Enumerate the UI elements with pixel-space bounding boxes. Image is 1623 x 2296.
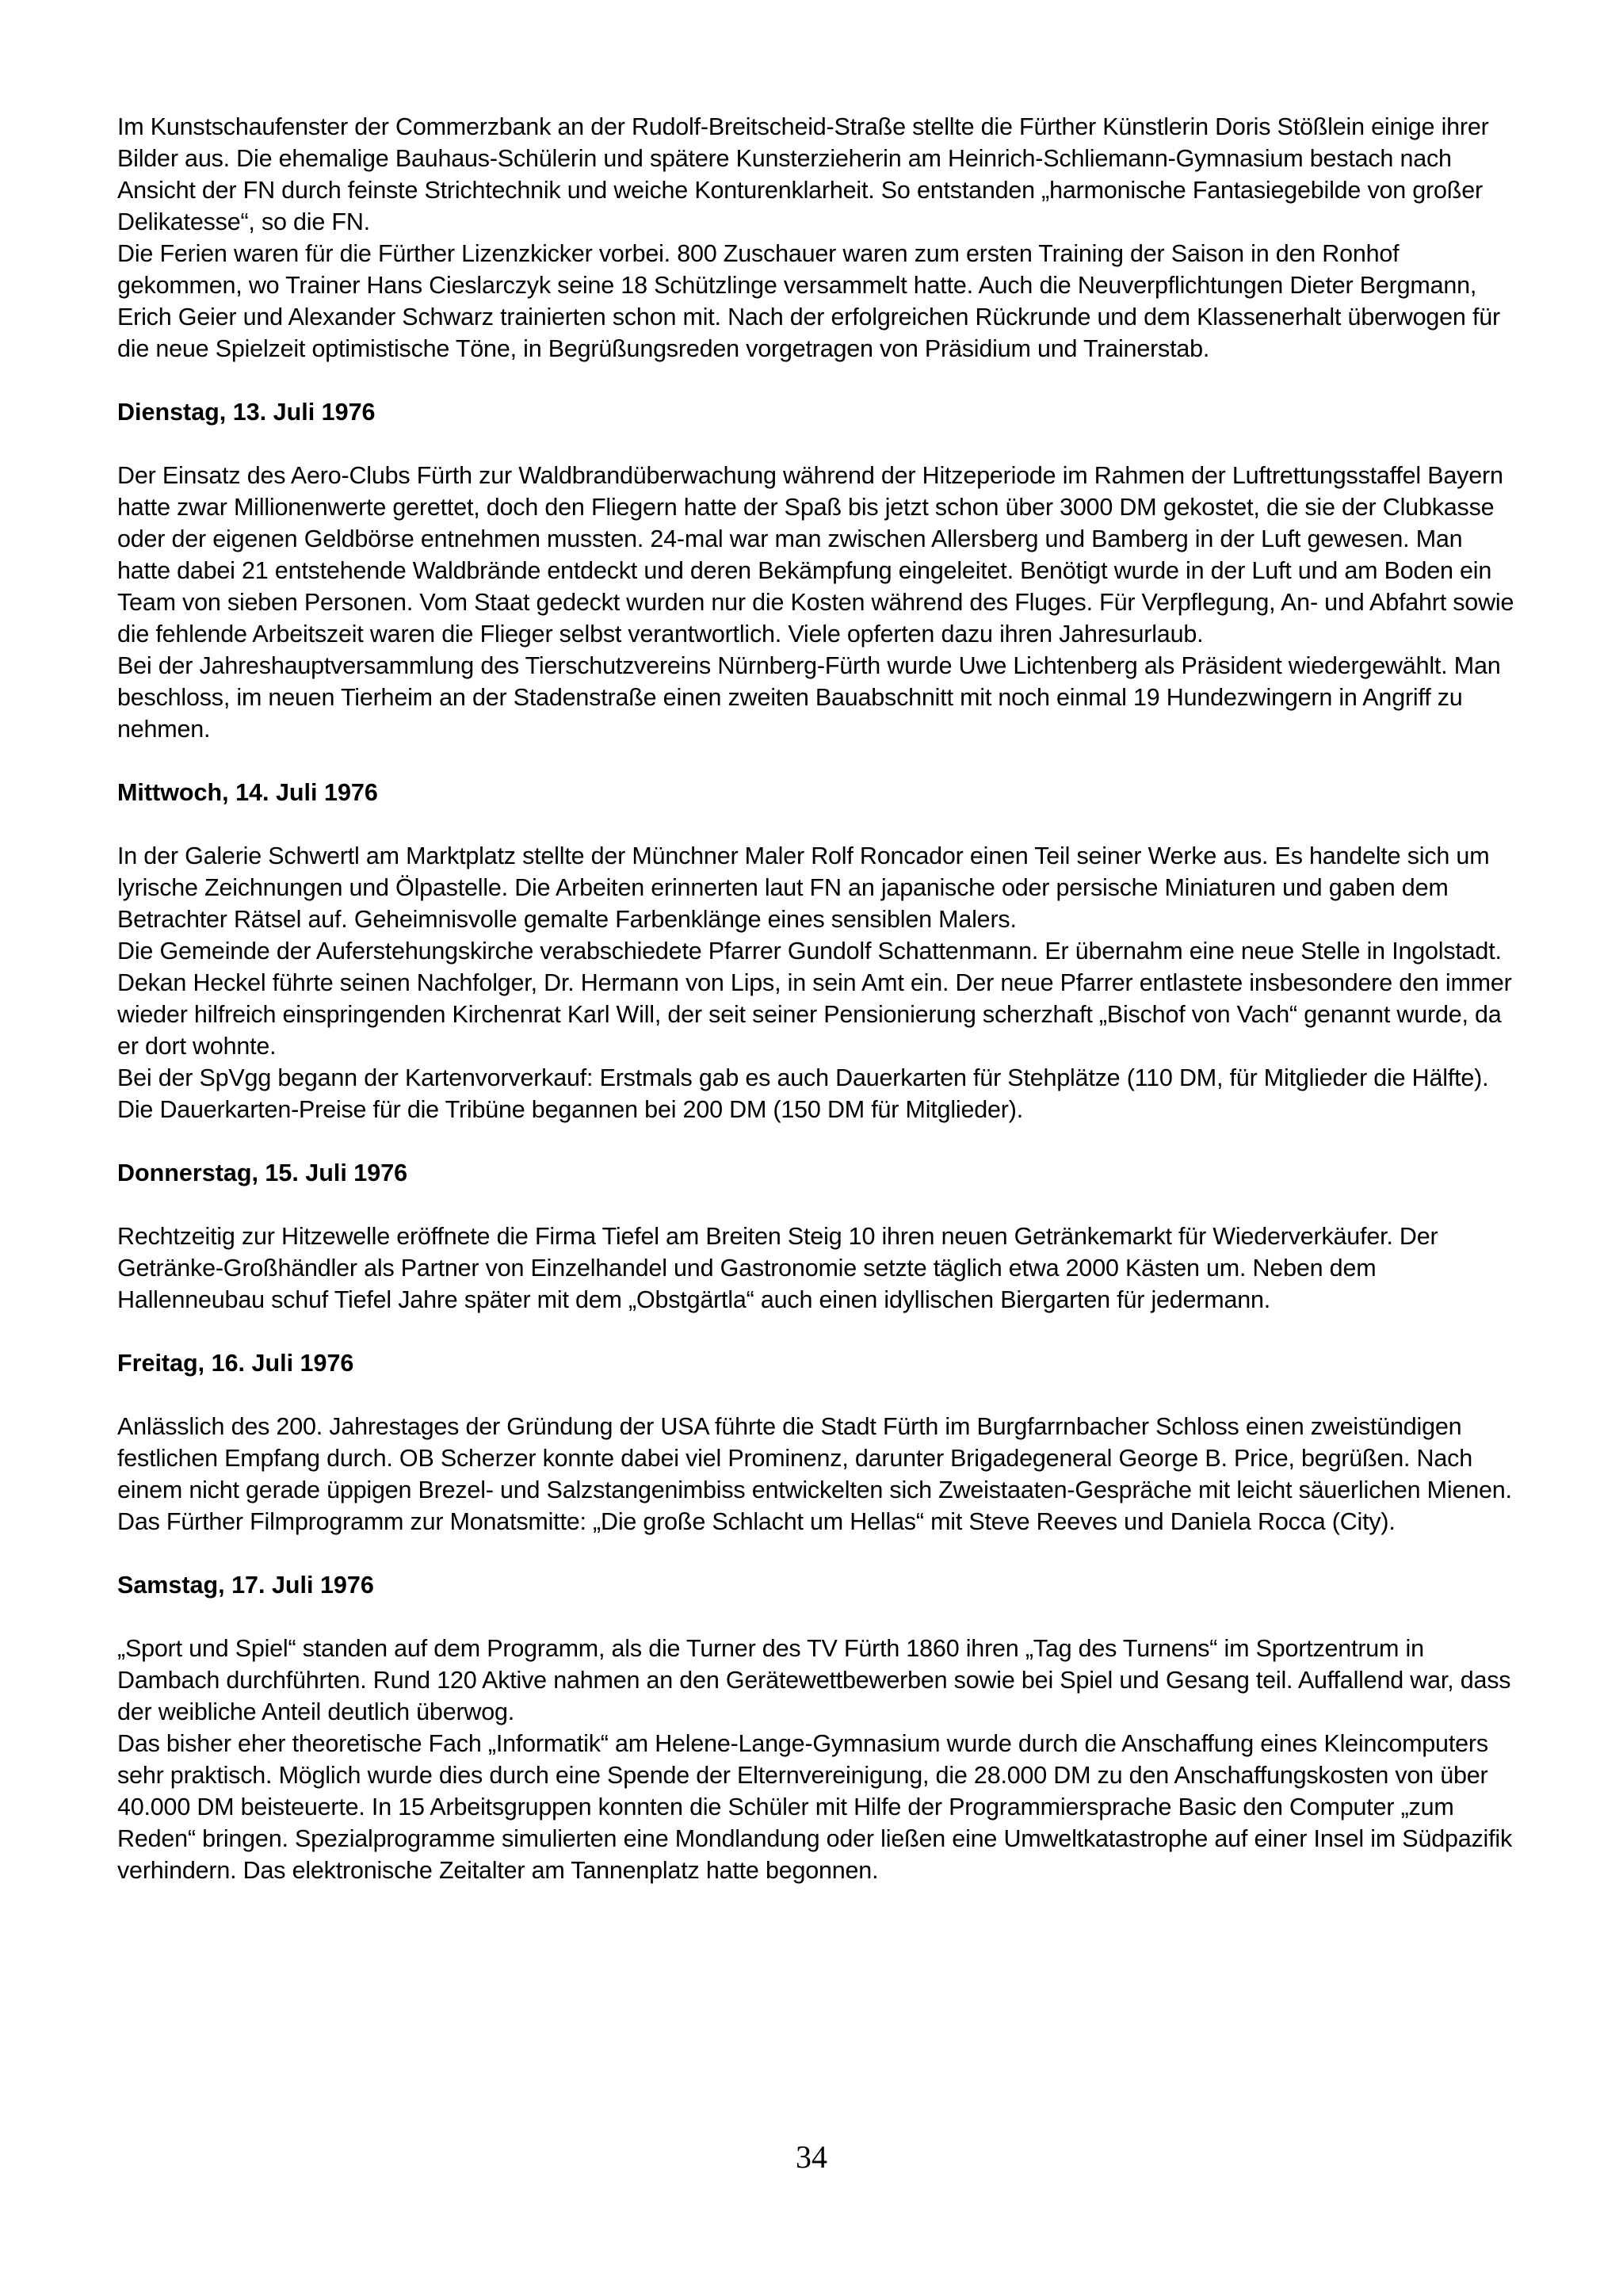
date-heading-tuesday: Dienstag, 13. Juli 1976 xyxy=(117,399,376,426)
paragraph-film-program: Das Fürther Filmprogramm zur Monatsmitte: „Die große Schlacht um Hellas“ mit Steve Reeves und Daniela Rocca (City). xyxy=(117,1508,1396,1535)
intro-paragraph-art-exhibition: Im Kunstschaufenster der Commerzbank an der Rudolf-Breitscheid-Straße stellte die Fürther Künstlerin Doris Stößlein einige ihrer Bilder aus. Die ehemalige Bauhaus-Schülerin und spätere Kunsterzieherin am Heinrich-Schliemann-Gymnasium bestach nach Ansicht der FN durch feinste Strichtechnik und weiche Konturenklarheit. So entstanden „harmonische Fantasiegebilde von großer Delikatesse“, so die FN. xyxy=(117,113,1489,235)
paragraph-auferstehungskirche: Die Gemeinde der Auferstehungskirche verabschiedete Pfarrer Gundolf Schattenmann. Er übernahm eine neue Stelle in Ingolstadt. Dekan Heckel führte seinen Nachfolger, Dr. Hermann von Lips, in sein Amt ein. Der neue Pfarrer entlastete insbesondere den immer wieder hilfreich einspringenden Kirchenrat Karl Will, der seit seiner Pensionierung scherzhaft „Bischof von Vach“ genannt wurde, da er dort wohnte. xyxy=(117,938,1512,1060)
paragraph-usa-anniversary: Anlässlich des 200. Jahrestages der Gründung der USA führte die Stadt Fürth im Burgfarrnbacher Schloss einen zweistündigen festlichen Empfang durch. OB Scherzer konnte dabei viel Prominenz, darunter Brigadegeneral George B. Price, begrüßen. Nach einem nicht gerade üppigen Brezel- und Salzstangenimbiss entwickelten sich Zweistaaten-Gespräche mit leicht säuerlichen Mienen. xyxy=(117,1413,1512,1503)
document-page xyxy=(117,111,1520,1886)
intro-paragraph-football-training: Die Ferien waren für die Fürther Lizenzkicker vorbei. 800 Zuschauer waren zum ersten Training der Saison in den Ronhof gekommen, wo Trainer Hans Cieslarczyk seine 18 Schützlinge versammelt hatte. Auch die Neuverpflichtungen Dieter Bergmann, Erich Geier und Alexander Schwarz trainierten schon mit. Nach der erfolgreichen Rückrunde und dem Klassenerhalt überwogen für die neue Spielzeit optimistische Töne, in Begrüßungsreden vorgetragen von Präsidium und Trainerstab. xyxy=(117,240,1500,362)
paragraph-tiefel-market: Rechtzeitig zur Hitzewelle eröffnete die Firma Tiefel am Breiten Steig 10 ihren neuen Getränkemarkt für Wiederverkäufer. Der Getränke-Großhändler als Partner von Einzelhandel und Gastronomie setzte täglich etwa 2000 Kästen um. Neben dem Hallenneubau schuf Tiefel Jahre später mit dem „Obstgärtla“ auch einen idyllischen Biergarten für jedermann. xyxy=(117,1223,1438,1313)
date-heading-saturday: Samstag, 17. Juli 1976 xyxy=(117,1572,374,1599)
paragraph-galerie-schwertl: In der Galerie Schwertl am Marktplatz stellte der Münchner Maler Rolf Roncador einen Teil seiner Werke aus. Es handelte sich um lyrische Zeichnungen und Ölpastelle. Die Arbeiten erinnerten laut FN an japanische oder persische Miniaturen und gaben dem Betrachter Rätsel auf. Geheimnisvolle gemalte Farbenklänge eines sensiblen Malers. xyxy=(117,842,1490,933)
paragraph-informatik: Das bisher eher theoretische Fach „Informatik“ am Helene-Lange-Gymnasium wurde durch die Anschaffung eines Kleincomputers sehr praktisch. Möglich wurde dies durch eine Spende der Elternvereinigung, die 28.000 DM zu den Anschaffungskosten von über 40.000 DM beisteuerte. In 15 Arbeitsgruppen konnten die Schüler mit Hilfe der Programmiersprache Basic den Computer „zum Reden“ bringen. Spezialprogramme simulierten eine Mondlandung oder ließen eine Umweltkatastrophe auf einer Insel im Südpazifik verhindern. Das elektronische Zeitalter am Tannenplatz hatte begonnen. xyxy=(117,1730,1513,1884)
paragraph-tv-fuerth-turnen: „Sport und Spiel“ standen auf dem Programm, als die Turner des TV Fürth 1860 ihren „Tag des Turnens“ im Sportzentrum in Dambach durchführten. Rund 120 Aktive nahmen an den Gerätewettbewerben sowie bei Spiel und Gesang teil. Auffallend war, dass der weibliche Anteil deutlich überwog. xyxy=(117,1635,1511,1725)
paragraph-animal-protection: Bei der Jahreshauptversammlung des Tierschutzvereins Nürnberg-Fürth wurde Uwe Lichtenberg als Präsident wiedergewählt. Man beschloss, im neuen Tierheim an der Stadenstraße einen zweiten Bauabschnitt mit noch einmal 19 Hundezwingern in Angriff zu nehmen. xyxy=(117,652,1501,743)
paragraph-aero-club: Der Einsatz des Aero-Clubs Fürth zur Waldbrandüberwachung während der Hitzeperiode im Rahmen der Luftrettungsstaffel Bayern hatte zwar Millionenwerte gerettet, doch den Fliegern hatte der Spaß bis jetzt schon über 3000 DM gekostet, die sie der Clubkasse oder der eigenen Geldbörse entnehmen mussten. 24-mal war man zwischen Allersberg und Bamberg in der Luft gewesen. Man hatte dabei 21 entstehende Waldbrände entdeckt und deren Bekämpfung eingeleitet. Benötigt wurde in der Luft und am Boden ein Team von sieben Personen. Vom Staat gedeckt wurden nur die Kosten während des Fluges. Für Verpflegung, An- und Abfahrt sowie die fehlende Arbeitszeit waren die Flieger selbst verantwortlich. Viele opferten dazu ihren Jahresurlaub. xyxy=(117,462,1514,648)
date-heading-thursday: Donnerstag, 15. Juli 1976 xyxy=(117,1159,408,1186)
page-number: 34 xyxy=(796,2139,827,2175)
date-heading-friday: Freitag, 16. Juli 1976 xyxy=(117,1350,354,1377)
date-heading-wednesday: Mittwoch, 14. Juli 1976 xyxy=(117,779,378,806)
paragraph-spvgg-tickets: Bei der SpVgg begann der Kartenvorverkauf: Erstmals gab es auch Dauerkarten für Stehplätze (110 DM, für Mitglieder die Hälfte). Die Dauerkarten-Preise für die Tribüne begannen bei 200 DM (150 DM für Mitglieder). xyxy=(117,1064,1489,1123)
